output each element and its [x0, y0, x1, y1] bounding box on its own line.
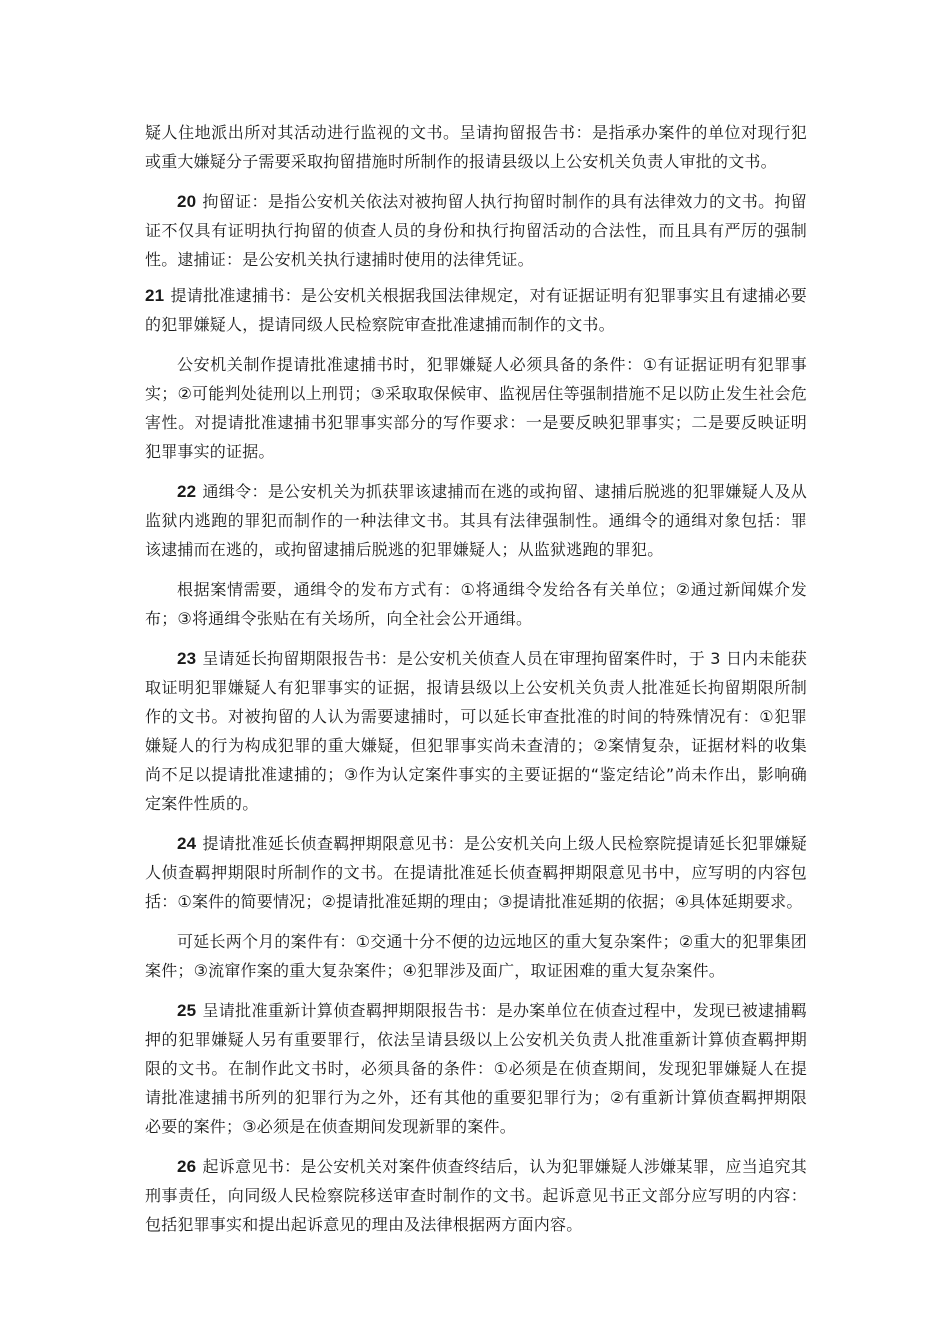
paragraph-0: [145, 118, 807, 176]
paragraph-text: 通缉令：是公安机关为抓获罪该逮捕而在逃的或拘留、逮捕后脱逃的犯罪嫌疑人及从监狱内逃跑的罪犯而制作的一种法律文书。其具有法律强制性。通缉令的通缉对象包括：罪该逮捕而在逃的，或拘留逮捕后脱逃的犯罪嫌疑人；从监狱逃跑的罪犯。: [145, 482, 807, 559]
paragraph-text: 提请批准延长侦查羁押期限意见书：是公安机关向上级人民检察院提请延长犯罪嫌疑人侦查羁押期限时所制作的文书。在提请批准延长侦查羁押期限意见书中，应写明的内容包括：①案件的简要情况；②提请批准延期的理由；③提请批准延期的依据；④具体延期要求。: [145, 834, 807, 911]
item-number: 26: [177, 1157, 197, 1176]
paragraph-item-23: [145, 644, 807, 818]
document-body: [145, 118, 807, 1239]
paragraph-item-25: [145, 996, 807, 1141]
item-number: 20: [177, 192, 197, 211]
item-number: 21: [145, 286, 165, 305]
paragraph-text: 公安机关制作提请批准逮捕书时，犯罪嫌疑人必须具备的条件：①有证据证明有犯罪事实；②可能判处徒刑以上刑罚；③采取取保候审、监视居住等强制措施不足以防止发生社会危害性。对提请批准逮捕书犯罪事实部分的写作要求：一是要反映犯罪事实；二是要反映证明犯罪事实的证据。: [145, 355, 807, 461]
paragraph-text: 呈请延长拘留期限报告书：是公安机关侦查人员在审理拘留案件时，于 3 日内未能获取证明犯罪嫌疑人有犯罪事实的证据，报请县级以上公安机关负责人批准延长拘留期限所制作的文书。对被拘留的人认为需要逮捕时，可以延长审查批准的时间的特殊情况有：①犯罪嫌疑人的行为构成犯罪的重大嫌疑，但犯罪事实尚未查清的；②案情复杂，证据材料的收集尚不足以提请批准逮捕的；③作为认定案件事实的主要证据的“鉴定结论”尚未作出，影响确定案件性质的。: [145, 649, 807, 813]
item-number: 22: [177, 482, 197, 501]
paragraph-wanted-publish: [145, 575, 807, 633]
paragraph-text: 起诉意见书：是公安机关对案件侦查终结后，认为犯罪嫌疑人涉嫌某罪，应当追究其刑事责任，向同级人民检察院移送审查时制作的文书。起诉意见书正文部分应写明的内容：包括犯罪事实和提出起诉意见的理由及法律根据两方面内容。: [145, 1157, 807, 1234]
paragraph-item-22: [145, 477, 807, 564]
item-number: 23: [177, 649, 197, 668]
paragraph-item-20: [145, 187, 807, 274]
paragraph-text: 根据案情需要，通缉令的发布方式有：①将通缉令发给各有关单位；②通过新闻媒介发布；③将通缉令张贴在有关场所，向全社会公开通缉。: [145, 580, 807, 628]
item-number: 24: [177, 834, 197, 853]
paragraph-text: 提请批准逮捕书：是公安机关根据我国法律规定，对有证据证明有犯罪事实且有逮捕必要的犯罪嫌疑人，提请同级人民检察院审查批准逮捕而制作的文书。: [145, 286, 807, 334]
paragraph-item-21: [145, 281, 807, 339]
paragraph-item-24: [145, 829, 807, 916]
paragraph-text: 呈请批准重新计算侦查羁押期限报告书：是办案单位在侦查过程中，发现已被逮捕羁押的犯罪嫌疑人另有重要罪行，依法呈请县级以上公安机关负责人批准重新计算侦查羁押期限的文书。在制作此文书时，必须具备的条件：①必须是在侦查期间，发现犯罪嫌疑人在提请批准逮捕书所列的犯罪行为之外，还有其他的重要犯罪行为；②有重新计算侦查羁押期限必要的案件；③必须是在侦查期间发现新罪的案件。: [145, 1001, 807, 1136]
paragraph-text: 疑人住地派出所对其活动进行监视的文书。呈请拘留报告书：是指承办案件的单位对现行犯或重大嫌疑分子需要采取拘留措施时所制作的报请县级以上公安机关负责人审批的文书。: [145, 123, 807, 171]
paragraph-text: 可延长两个月的案件有：①交通十分不便的边远地区的重大复杂案件；②重大的犯罪集团案件；③流窜作案的重大复杂案件；④犯罪涉及面广，取证困难的重大复杂案件。: [145, 932, 807, 980]
paragraph-item-26: [145, 1152, 807, 1239]
paragraph-two-month-cases: [145, 927, 807, 985]
item-number: 25: [177, 1001, 197, 1020]
paragraph-text: 拘留证：是指公安机关依法对被拘留人执行拘留时制作的具有法律效力的文书。拘留证不仅具有证明执行拘留的侦查人员的身份和执行拘留活动的合法性，而且具有严厉的强制性。逮捕证：是公安机关执行逮捕时使用的法律凭证。: [145, 192, 807, 269]
paragraph-arrest-conditions: [145, 350, 807, 466]
